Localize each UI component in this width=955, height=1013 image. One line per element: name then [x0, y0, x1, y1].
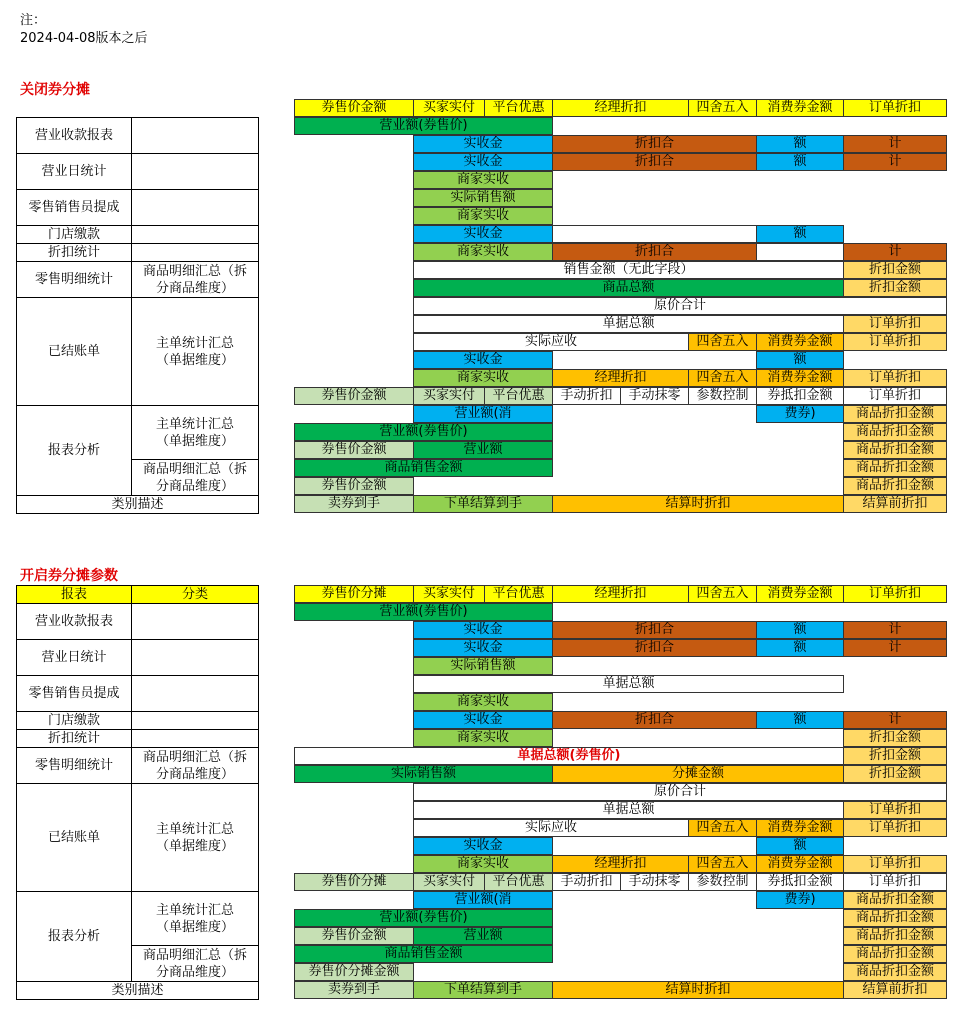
s2-cell: 计: [843, 639, 947, 657]
s2-cell: 手动折扣: [552, 873, 621, 891]
s1-cell: 买家实付: [413, 387, 485, 405]
s1-report-table: [16, 117, 259, 514]
s1-cell: 实收金: [413, 135, 553, 153]
s2-cell: 额: [756, 639, 844, 657]
s1-cell: [552, 225, 757, 243]
s1-cell: 订单折扣: [843, 369, 947, 387]
s1-cell: 手动折扣: [552, 387, 621, 405]
s2-cell: 额: [756, 621, 844, 639]
s2-cell: 买家实付: [413, 873, 485, 891]
s1-cell: 手动抹零: [620, 387, 689, 405]
s2-cell: 实收金: [413, 621, 553, 639]
s2-cell: 商品折扣金额: [843, 909, 947, 927]
s1-cell: 券抵扣金额: [756, 387, 844, 405]
s1-hdr: 订单折扣: [843, 99, 947, 117]
s1-cell: 商家实收: [413, 207, 553, 225]
s1-cell: 商品折扣金额: [843, 441, 947, 459]
s2-cell: 券售价分摊金额: [294, 963, 414, 981]
s2-cell: 消费券金额: [756, 855, 844, 873]
s2-cell: 营业额(券售价): [294, 603, 553, 621]
s2-cell: 订单折扣: [843, 819, 947, 837]
s1-category-desc: 类别描述: [17, 496, 259, 514]
s2-cell: 折扣金额: [843, 729, 947, 747]
s1-report-name: 营业日统计: [17, 154, 132, 190]
s1-cell: 额: [756, 225, 844, 243]
s1-cell: 营业额(券售价): [294, 423, 553, 441]
s1-report-name: 已结账单: [17, 298, 132, 406]
s2-hdr: 平台优惠: [484, 585, 553, 603]
s1-cell: 实收金: [413, 153, 553, 171]
s2-report-name: 零售销售员提成: [17, 676, 132, 712]
s2-cell: 商家实收: [413, 729, 553, 747]
s1-cell: 经理折扣: [552, 369, 689, 387]
s2-report-name: 已结账单: [17, 784, 132, 892]
s2-hdr: 买家实付: [413, 585, 485, 603]
s2-cell: 营业额(券售价): [294, 909, 553, 927]
s2-cell: 券售价金额: [294, 927, 414, 945]
s1-cell: 折扣合: [552, 153, 757, 171]
s1-hdr: 四舍五入: [688, 99, 757, 117]
s1-hdr: 券售价金额: [294, 99, 414, 117]
s2-category: 主单统计汇总（单据维度）: [132, 892, 259, 946]
s1-category: 商品明细汇总（拆分商品维度）: [132, 262, 259, 298]
s2-cell: 原价合计: [413, 783, 947, 801]
s2-cell: 计: [843, 621, 947, 639]
s1-hdr: 买家实付: [413, 99, 485, 117]
s2-report-name: 营业日统计: [17, 640, 132, 676]
s2-report-name: 折扣统计: [17, 730, 132, 748]
s1-cell: 营业额(券售价): [294, 117, 553, 135]
s1-cell: 额: [756, 351, 844, 369]
note-date: 2024-04-08版本之后: [20, 31, 148, 46]
s2-report-name: 营业收款报表: [17, 604, 132, 640]
s2-cell: 下单结算到手: [413, 981, 553, 999]
note-label: 注：: [20, 13, 47, 28]
s1-hdr: 消费券金额: [756, 99, 844, 117]
s1-cell: 消费券金额: [756, 333, 844, 351]
s1-hdr: 经理折扣: [552, 99, 689, 117]
s2-hdr: 消费券金额: [756, 585, 844, 603]
s2-report-name: 报表分析: [17, 892, 132, 982]
s2-hdr: 订单折扣: [843, 585, 947, 603]
s2-cell: 额: [756, 711, 844, 729]
s1-cell: 折扣合: [552, 135, 757, 153]
s1-hdr: 平台优惠: [484, 99, 553, 117]
s1-cell: 商品折扣金额: [843, 405, 947, 423]
s2-cell: 商家实收: [413, 855, 553, 873]
s1-cell: 结算前折扣: [843, 495, 947, 513]
s1-report-name: 营业收款报表: [17, 118, 132, 154]
s2-report-table: [16, 585, 259, 1000]
s2-cell: 商家实收: [413, 693, 553, 711]
s2-report-name: 零售明细统计: [17, 748, 132, 784]
s1-category: 主单统计汇总（单据维度）: [132, 298, 259, 406]
s2-cell: 单据总额: [413, 801, 844, 819]
s1-cell: 折扣金额: [843, 261, 947, 279]
s2-cell: 平台优惠: [484, 873, 553, 891]
s1-report-name: 报表分析: [17, 406, 132, 496]
s2-header-report: 报表: [17, 586, 132, 604]
s1-report-name: 折扣统计: [17, 244, 132, 262]
s2-cell: 折扣合: [552, 621, 757, 639]
s2-cell: 商品销售金额: [294, 945, 553, 963]
s1-cell: 券售价金额: [294, 477, 414, 495]
s2-cell: 实收金: [413, 711, 553, 729]
s2-cell: 实际销售额: [413, 657, 553, 675]
s1-cell: 券售价金额: [294, 387, 414, 405]
s1-cell: 订单折扣: [843, 315, 947, 333]
s2-cell: 折扣金额: [843, 747, 947, 765]
s2-cell-highlight: [294, 747, 844, 765]
s2-cell: 营业额: [413, 927, 553, 945]
s1-cell: 订单折扣: [843, 333, 947, 351]
s1-cell: [756, 243, 844, 261]
s2-cell: 手动抹零: [620, 873, 689, 891]
s2-cell: 消费券金额: [756, 819, 844, 837]
s1-cell: 折扣合: [552, 243, 757, 261]
s1-cell: 订单折扣: [843, 387, 947, 405]
s1-report-name: 零售明细统计: [17, 262, 132, 298]
s2-cell: 实际销售额: [294, 765, 553, 783]
s1-cell: 销售金额（无此字段）: [413, 261, 844, 279]
s1-cell: 四舍五入: [688, 333, 757, 351]
s2-cell: 营业额(消: [413, 891, 553, 909]
s2-cell: 商品折扣金额: [843, 945, 947, 963]
s1-cell: 计: [843, 135, 947, 153]
s1-cell: 原价合计: [413, 297, 947, 315]
section2-title: 开启券分摊参数: [20, 568, 118, 584]
s1-cell: 商家实收: [413, 171, 553, 189]
s2-cell: 实收金: [413, 639, 553, 657]
s2-hdr: 经理折扣: [552, 585, 689, 603]
s2-cell: 商品折扣金额: [843, 963, 947, 981]
s2-cell: 商品折扣金额: [843, 891, 947, 909]
s1-cell: 四舍五入: [688, 369, 757, 387]
s2-category-desc: 类别描述: [17, 982, 259, 1000]
s1-cell: 商家实收: [413, 243, 553, 261]
s2-cell: 商品折扣金额: [843, 927, 947, 945]
s2-cell: 四舍五入: [688, 819, 757, 837]
section1-title: 关闭券分摊: [20, 82, 90, 98]
s1-cell: 折扣金额: [843, 279, 947, 297]
s1-cell: 实际销售额: [413, 189, 553, 207]
s2-cell: 四舍五入: [688, 855, 757, 873]
s2-cell: 经理折扣: [552, 855, 689, 873]
s2-hdr: 券售价分摊: [294, 585, 414, 603]
s2-cell: 计: [843, 711, 947, 729]
s2-cell-highlight-text: 单据总额(券售价): [517, 748, 621, 763]
s1-report-name: 门店缴款: [17, 226, 132, 244]
s1-cell: 卖券到手: [294, 495, 414, 513]
s1-cell: 下单结算到手: [413, 495, 553, 513]
s2-category: 商品明细汇总（拆分商品维度）: [132, 748, 259, 784]
s1-cell: 商品折扣金额: [843, 477, 947, 495]
s1-cell: 结算时折扣: [552, 495, 844, 513]
s2-header-category: 分类: [132, 586, 259, 604]
s1-cell: 额: [756, 135, 844, 153]
s1-cell: 实收金: [413, 351, 553, 369]
s1-cell: 营业额(消: [413, 405, 553, 423]
s2-cell: 折扣金额: [843, 765, 947, 783]
s1-cell: 商品折扣金额: [843, 459, 947, 477]
s2-cell: 折扣合: [552, 639, 757, 657]
s1-cell: 消费券金额: [756, 369, 844, 387]
s1-cell: 商家实收: [413, 369, 553, 387]
s1-cell: 平台优惠: [484, 387, 553, 405]
s1-cell: 实际应收: [413, 333, 689, 351]
s1-cell: 实收金: [413, 225, 553, 243]
s1-category: 商品明细汇总（拆分商品维度）: [132, 460, 259, 496]
s2-report-name: 门店缴款: [17, 712, 132, 730]
s2-category: 商品明细汇总（拆分商品维度）: [132, 946, 259, 982]
s1-category: 主单统计汇总（单据维度）: [132, 406, 259, 460]
s2-cell: 券售价分摊: [294, 873, 414, 891]
s2-cell: 订单折扣: [843, 855, 947, 873]
s2-cell: 订单折扣: [843, 801, 947, 819]
s2-hdr: 四舍五入: [688, 585, 757, 603]
s1-cell: 商品折扣金额: [843, 423, 947, 441]
s2-cell: 券抵扣金额: [756, 873, 844, 891]
s1-report-name: 零售销售员提成: [17, 190, 132, 226]
s2-cell: 参数控制: [688, 873, 757, 891]
s2-cell: 额: [756, 837, 844, 855]
s2-cell: 分摊金额: [552, 765, 844, 783]
s2-cell: 实收金: [413, 837, 553, 855]
s1-cell: 营业额: [413, 441, 553, 459]
s2-cell: 实际应收: [413, 819, 689, 837]
s1-cell: 额: [756, 153, 844, 171]
s1-cell: 计: [843, 153, 947, 171]
s1-cell: 计: [843, 243, 947, 261]
s1-cell: 参数控制: [688, 387, 757, 405]
s2-cell: 卖券到手: [294, 981, 414, 999]
s2-cell: 折扣合: [552, 711, 757, 729]
s1-cell: 券售价金额: [294, 441, 414, 459]
s2-cell: 费券): [756, 891, 844, 909]
s2-cell: 单据总额: [413, 675, 844, 693]
s2-cell: 结算前折扣: [843, 981, 947, 999]
s2-category: 主单统计汇总（单据维度）: [132, 784, 259, 892]
s1-cell: 商品总额: [413, 279, 844, 297]
s2-cell: 订单折扣: [843, 873, 947, 891]
s1-cell: 费券): [756, 405, 844, 423]
s1-cell: 单据总额: [413, 315, 844, 333]
s1-cell: 商品销售金额: [294, 459, 553, 477]
s2-cell: 结算时折扣: [552, 981, 844, 999]
